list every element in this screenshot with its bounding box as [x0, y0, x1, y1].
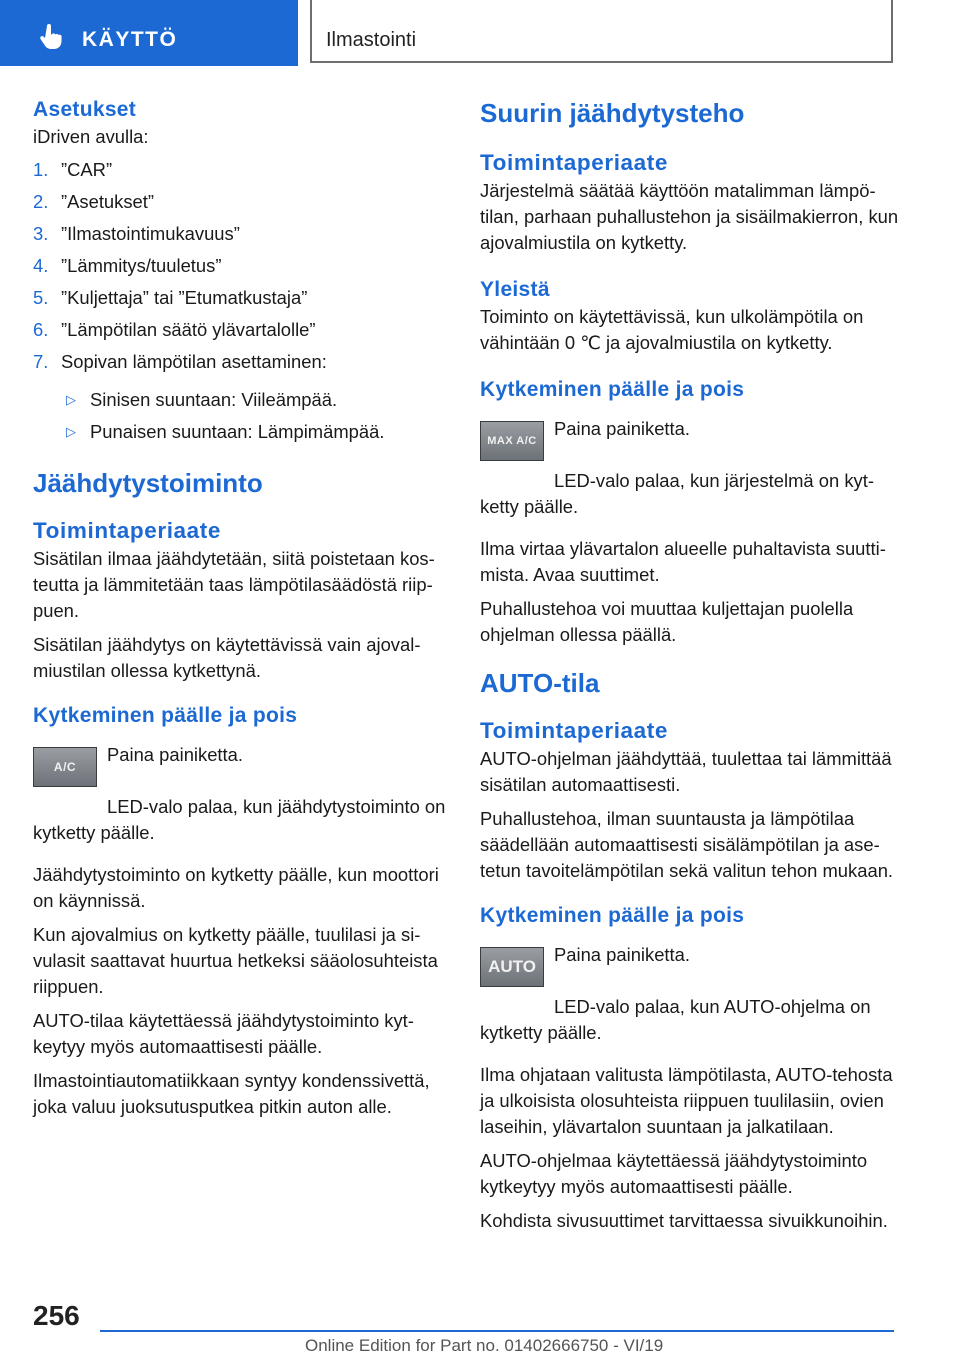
- list-item-number: 5.: [33, 287, 49, 308]
- list-item-text: ”Lämmitys/tuuletus”: [61, 255, 222, 276]
- list-item: [33, 218, 449, 250]
- max-principle-text: Järjestelmä säätää käyttöön matalimman lämpötilan, parhaan puhallustehon ja sisäilmakierron, kun ajovalmiustila on kytketty.: [480, 180, 899, 253]
- ac-led-text: LED-valo palaa, kun jäähdytystoiminto on kytketty päälle.: [33, 796, 446, 843]
- auto-principle-heading: Toimintaperiaate: [480, 718, 668, 743]
- auto-text-5: Kohdista sivusuuttimet tarvittaessa sivuikkunoihin.: [480, 1210, 888, 1231]
- list-item: [33, 282, 449, 314]
- max-ac-button-row: [480, 416, 900, 482]
- ac-press-text: Paina painiketta.: [107, 744, 243, 765]
- cooling-principle-heading: Toimintaperiaate: [33, 518, 221, 543]
- max-press-text: Paina painiketta.: [554, 418, 690, 439]
- auto-text-3: Ilma ohjataan valitusta lämpötilasta, AUTO-tehosta ja ulkoisista olosuhteista riippuen tuulilasiin, ovien laseihin, ylävartalon suuntaan ja jalkatilaan.: [480, 1064, 893, 1137]
- cooling-principle-text-1: Sisätilan ilmaa jäähdytetään, siitä poistetaan kosteutta ja lämmitetään taas lämpötilasäädöstä riippuen.: [33, 548, 435, 621]
- auto-button-icon: AUTO: [480, 947, 544, 987]
- cooling-text-5: AUTO-tilaa käytettäessä jäähdytystoiminto kytkeytyy myös automaattisesti päälle.: [33, 1010, 414, 1057]
- page-number: 256: [33, 1300, 80, 1331]
- auto-press-text: Paina painiketta.: [554, 944, 690, 965]
- settings-heading: Asetukset: [33, 98, 137, 121]
- footer-edition: Online Edition for Part no. 01402666750 - VI/19: [305, 1336, 664, 1355]
- max-cooling-heading: Suurin jäähdytysteho: [480, 98, 745, 128]
- list-item-number: 4.: [33, 255, 49, 276]
- settings-intro: iDriven avulla:: [33, 126, 149, 147]
- list-item: [33, 314, 449, 346]
- cooling-onoff-heading: Kytkeminen päälle ja pois: [33, 704, 298, 727]
- left-column: [33, 96, 449, 1128]
- triangle-bullet-icon: ▷: [66, 424, 76, 439]
- auto-onoff-heading: Kytkeminen päälle ja pois: [480, 904, 745, 927]
- cooling-heading: Jäähdytystoiminto: [33, 468, 263, 498]
- list-item: [33, 186, 449, 218]
- max-principle-heading: Toimintaperiaate: [480, 150, 668, 175]
- chapter-title: Ilmastointi: [326, 29, 417, 51]
- max-text-1: Ilma virtaa ylävartalon alueelle puhaltavista suuttimista. Avaa suuttimet.: [480, 538, 886, 585]
- section-label: KÄYTTÖ: [82, 28, 178, 51]
- list-item-text: ”Ilmastointimukavuus”: [61, 223, 240, 244]
- cooling-text-3: Jäähdytystoiminto on kytketty päälle, kun moottori on käynnissä.: [33, 864, 439, 911]
- general-text: Toiminto on käytettävissä, kun ulkolämpötila on vähintään 0 ℃ ja ajovalmiustila on kytketty.: [480, 306, 864, 353]
- auto-text-2: Puhallustehoa, ilman suuntausta ja lämpötilaa säädellään automaattisesti sisälämpötilan ja asetetun tavoitelämpötilan sekä valitun tehon mukaan.: [480, 808, 894, 881]
- list-item-text: ”CAR”: [61, 159, 113, 180]
- auto-button-row: [480, 942, 900, 1008]
- list-item: [33, 346, 449, 378]
- general-heading: Yleistä: [480, 278, 550, 301]
- list-item: [33, 384, 449, 416]
- settings-substeps-list: [33, 384, 449, 448]
- list-item: [33, 250, 449, 282]
- list-item-number: 1.: [33, 159, 49, 180]
- max-text-2: Puhallustehoa voi muuttaa kuljettajan puolella ohjelman ollessa päällä.: [480, 598, 854, 645]
- max-ac-button-icon: MAX A/C: [480, 421, 544, 461]
- ac-button-icon: A/C: [33, 747, 97, 787]
- list-item-text: Punaisen suuntaan: Lämpimämpää.: [90, 421, 385, 442]
- list-item-number: 2.: [33, 191, 49, 212]
- auto-heading: AUTO-tila: [480, 668, 600, 698]
- hand-pointer-icon: [38, 23, 66, 51]
- ac-button-row: [33, 742, 449, 808]
- max-onoff-heading: Kytkeminen päälle ja pois: [480, 378, 745, 401]
- chapter-header: [310, 0, 893, 63]
- auto-text-1: AUTO-ohjelman jäähdyttää, tuulettaa tai lämmittää sisätilan automaattisesti.: [480, 748, 892, 795]
- list-item-text: ”Asetukset”: [61, 191, 155, 212]
- section-tab: [0, 0, 298, 66]
- cooling-text-4: Kun ajovalmius on kytketty päälle, tuulilasi ja sivulasit saattavat huurtua hetkeksi sääolosuhteista riippuen.: [33, 924, 438, 997]
- list-item: [33, 416, 449, 448]
- cooling-principle-text-2: Sisätilan jäähdytys on käytettävissä vain ajovalmiustilan ollessa kytkettynä.: [33, 634, 421, 681]
- triangle-bullet-icon: ▷: [66, 392, 76, 407]
- footer-divider: [100, 1330, 894, 1332]
- list-item: [33, 154, 449, 186]
- right-column: [480, 96, 900, 1242]
- list-item-number: 3.: [33, 223, 49, 244]
- list-item-text: ”Kuljettaja” tai ”Etumatkustaja”: [61, 287, 308, 308]
- list-item-number: 7.: [33, 351, 49, 372]
- auto-led-text: LED-valo palaa, kun AUTO-ohjelma on kytketty päälle.: [480, 996, 871, 1043]
- list-item-text: ”Lämpötilan säätö ylävartalolle”: [61, 319, 316, 340]
- list-item-text: Sinisen suuntaan: Viileämpää.: [90, 389, 338, 410]
- max-led-text: LED-valo palaa, kun järjestelmä on kytketty päälle.: [480, 470, 874, 517]
- cooling-text-6: Ilmastointiautomatiikkaan syntyy kondenssivettä, joka valuu juoksutusputkea pitkin auton alle.: [33, 1070, 430, 1117]
- list-item-number: 6.: [33, 319, 49, 340]
- auto-text-4: AUTO-ohjelmaa käytettäessä jäähdytystoiminto kytkeytyy myös automaattisesti päälle.: [480, 1150, 868, 1197]
- settings-steps-list: [33, 154, 449, 378]
- list-item-text: Sopivan lämpötilan asettaminen:: [61, 351, 327, 372]
